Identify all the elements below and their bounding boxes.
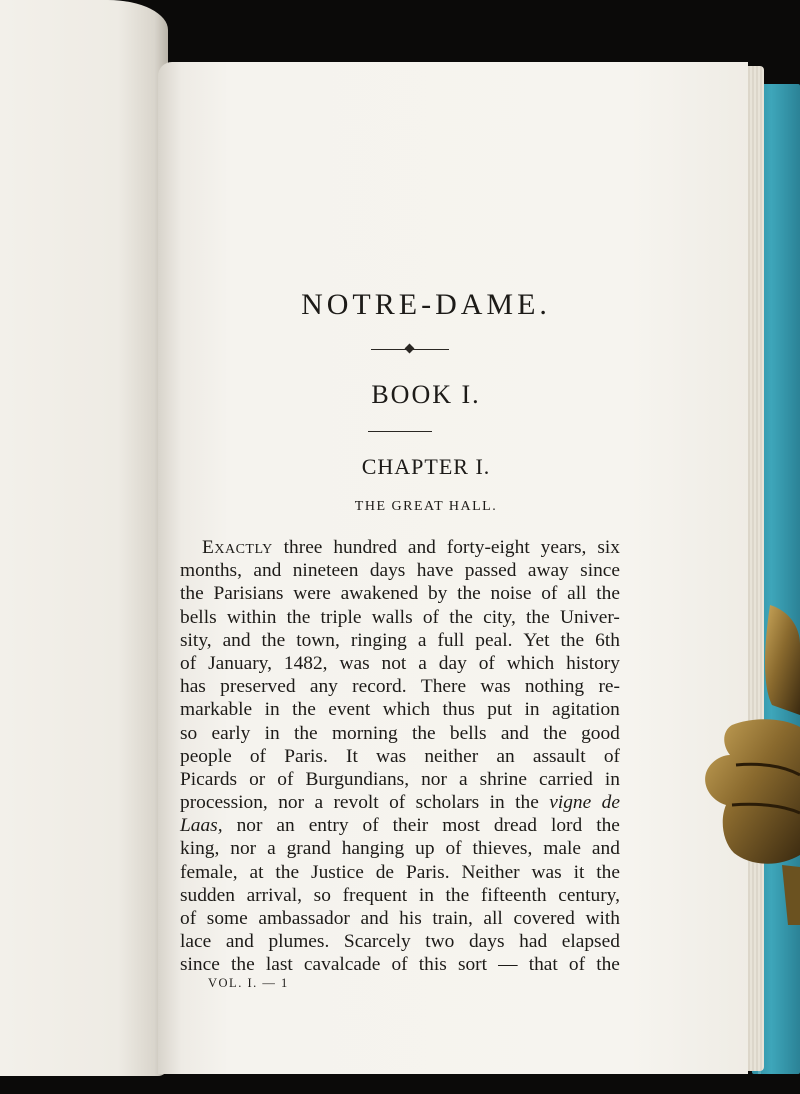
text-line: months, and nineteen days have passed away since: [180, 560, 620, 582]
text-line: sudden arrival, so frequent in the fifteenth century,: [180, 884, 620, 906]
text-line: of January, 1482, was not a day of which history: [180, 652, 620, 674]
page-content: [158, 62, 748, 1074]
text-line: markable in the event which thus put in agitation: [180, 699, 620, 721]
text-line: people of Paris. It was neither an assault of: [180, 745, 620, 767]
chapter-heading: CHAPTER I.: [361, 454, 491, 479]
heading-rule: [368, 431, 432, 432]
book-heading: BOOK I.: [371, 380, 481, 409]
text-line: Picards or of Burgundians, nor a shrine carried in: [180, 768, 620, 790]
book-title: NOTRE-DAME.: [301, 288, 551, 321]
text-line: since the last cavalcade of this sort — that of the: [180, 954, 620, 976]
chapter-subtitle: THE GREAT HALL.: [354, 499, 498, 514]
text-line: Exactly three hundred and forty-eight years, six: [202, 537, 620, 558]
text-line: king, nor a grand hanging up of thieves, male and: [180, 838, 620, 860]
text-line: female, at the Justice de Paris. Neither was it the: [180, 861, 620, 883]
drop-word: Exactly: [202, 537, 273, 558]
text-line: lace and plumes. Scarcely two days had elapsed: [180, 931, 620, 953]
right-page: [158, 62, 748, 1074]
text-line: Laas, nor an entry of their most dread lord the: [180, 815, 620, 837]
text-line: so early in the morning the bells and the good: [180, 722, 620, 744]
text-line: procession, nor a revolt of scholars in the vigne de: [180, 792, 620, 814]
text-line: sity, and the town, ringing a full peal. Yet the 6th: [180, 629, 620, 651]
text-line: the Parisians were awakened by the noise of all the: [180, 583, 620, 605]
text-line: of some ambassador and his train, all covered with: [180, 908, 620, 929]
ornament-diamond: [405, 344, 415, 354]
text-line: has preserved any record. There was nothing re-: [180, 676, 620, 698]
text-line: bells within the triple walls of the city, the Univer-: [180, 606, 620, 628]
left-page: [0, 0, 168, 1076]
brass-page-clip: [692, 605, 800, 925]
body-text: [180, 536, 620, 977]
signature-mark: VOL. I. — 1: [208, 976, 289, 990]
